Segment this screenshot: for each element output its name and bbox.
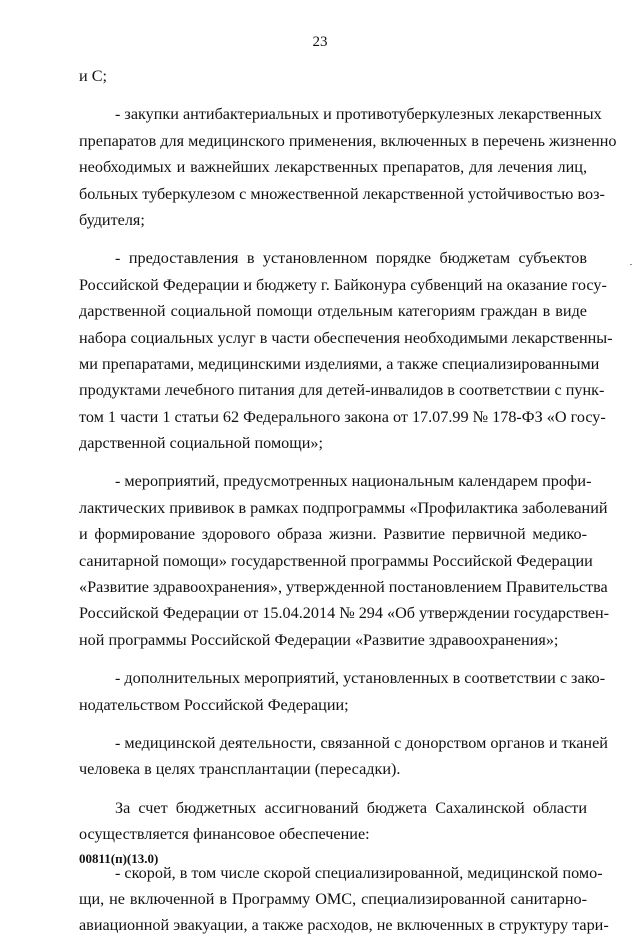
text-line: продуктами лечебного питания для детей-инвалидов в соответствии с пунк- — [79, 381, 605, 400]
text-line: больных туберкулезом с множественной лекарственной устойчивостью воз- — [79, 184, 605, 203]
text-line: ми препаратами, медицинскими изделиями, а также специализированными — [79, 354, 600, 373]
text-line: и С; — [79, 67, 108, 85]
text-line: человека в целях трансплантации (пересадки). — [79, 760, 401, 779]
document-body — [79, 63, 617, 939]
text-line: - предоставления в установленном порядке бюджетам субъектов — [115, 249, 587, 268]
text-line: и формирование здорового образа жизни. Развитие первичной медико- — [79, 525, 587, 544]
footer-document-code: 00811(п)(13.0) — [79, 851, 159, 866]
text-line: необходимых и важнейших лекарственных препаратов, для лечения лиц, — [79, 158, 587, 177]
text-line: За счет бюджетных ассигнований бюджета Сахалинской области — [115, 798, 587, 817]
page-number: 23 — [312, 34, 328, 50]
text-line: санитарной помощи» государственной программы Российской Федерации — [79, 551, 593, 570]
text-line: лактических прививок в рамках подпрограммы «Профилактика заболеваний — [79, 498, 608, 517]
text-line: авиационной эвакуации, а также расходов, не включенных в структуру тари- — [79, 916, 609, 935]
text-line: - закупки антибактериальных и противотуберкулезных лекарственных — [115, 105, 602, 124]
text-line: дарственной социальной помощи»; — [79, 434, 323, 453]
text-line: Российской Федерации от 15.04.2014 № 294 «Об утверждении государствен- — [79, 604, 610, 623]
text-line: - мероприятий, предусмотренных национальным календарем профи- — [115, 472, 592, 491]
text-line: набора социальных услуг в части обеспечения необходимыми лекарственны- — [79, 328, 613, 347]
text-line: препаратов для медицинского применения, включенных в перечень жизненно — [79, 131, 617, 150]
text-line: нодательством Российской Федерации; — [79, 695, 349, 714]
text-line: осуществляется финансовое обеспечение: — [79, 825, 370, 844]
text-line: «Развитие здравоохранения», утвержденной постановлением Правительства — [79, 578, 608, 597]
text-line: ной программы Российской Федерации «Развитие здравоохранения»; — [79, 630, 559, 649]
text-line: щи, не включенной в Программу ОМС, специализированной санитарно- — [79, 889, 587, 908]
text-line: том 1 части 1 статьи 62 Федерального закона от 17.07.99 № 178-ФЗ «О госу- — [79, 407, 606, 426]
text-line: Российской Федерации и бюджету г. Байконура субвенций на оказание госу- — [79, 275, 607, 294]
scan-speck — [630, 264, 632, 265]
text-line: - дополнительных мероприятий, установленных в соответствии с зако- — [115, 669, 606, 688]
text-line: - скорой, в том числе скорой специализированной, медицинской помо- — [115, 863, 603, 882]
text-line: - медицинской деятельности, связанной с донорством органов и тканей — [115, 733, 608, 752]
text-line: дарственной социальной помощи отдельным категориям граждан в виде — [79, 302, 587, 321]
text-line: будителя; — [79, 210, 145, 229]
